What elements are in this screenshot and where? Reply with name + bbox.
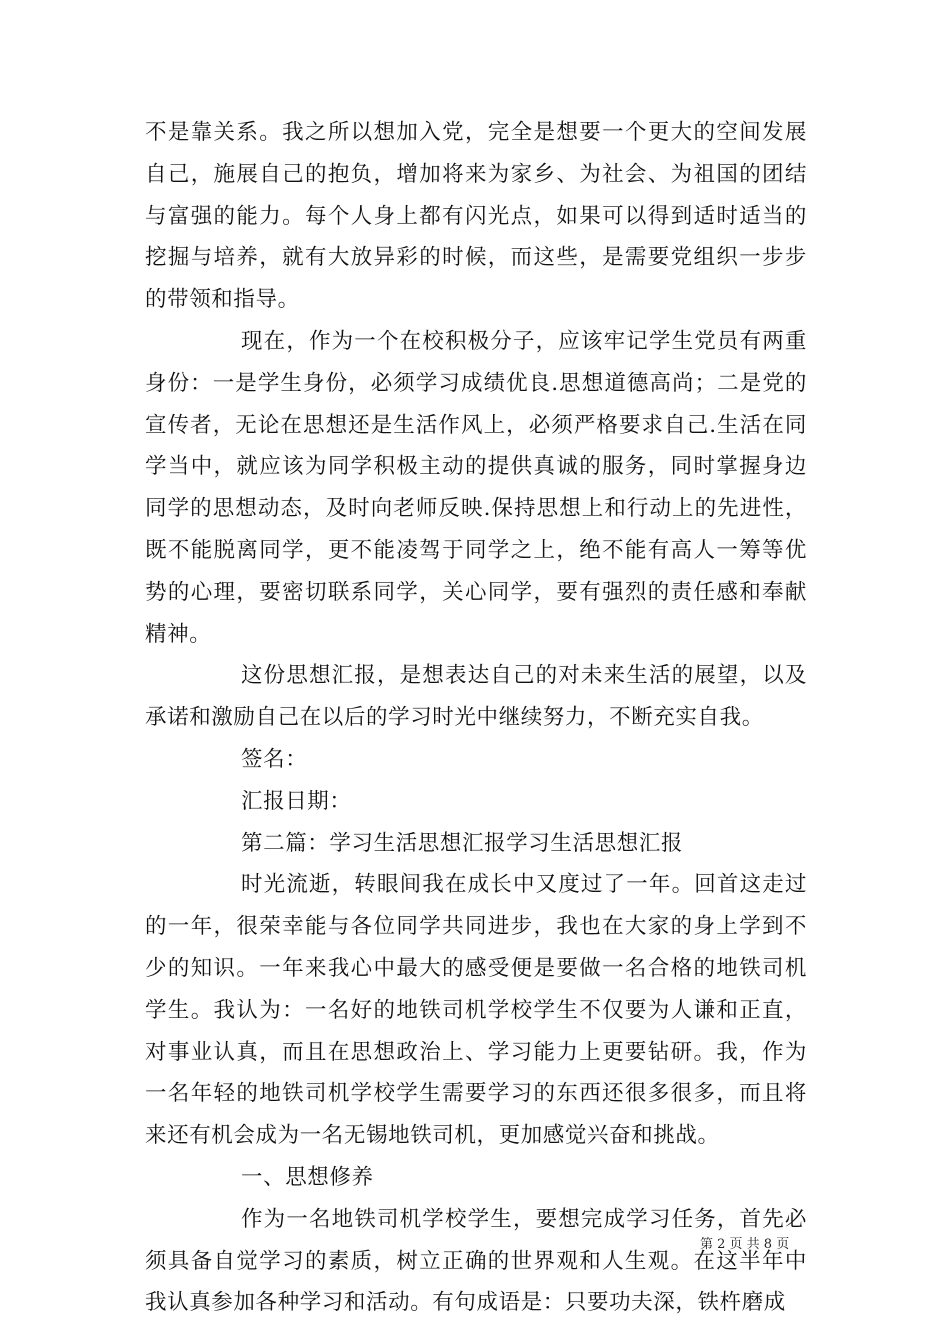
paragraph-study-attitude: 作为一名地铁司机学校学生，要想完成学习任务，首先必须具备自觉学习的素质，树立正确的世界观和人生观。在这半年中我认真参加各种学习和活动。有句成语是：只要功夫深，铁杵磨成 <box>145 1206 807 1316</box>
section-heading-second-article: 第二篇：学习生活思想汇报学习生活思想汇报 <box>241 830 684 856</box>
page-number-footer: 第 2 页 共 8 页 <box>700 1237 790 1252</box>
paragraph-continuation: 不是靠关系。我之所以想加入党，完全是想要一个更大的空间发展自己，施展自己的抱负，增加将来为家乡、为社会、为祖国的团结与富强的能力。每个人身上都有闪光点，如果可以得到适时适当的挖掘与培养，就有大放异彩的时候，而这些，是需要党组织一步步的带领和指导。 <box>145 120 807 313</box>
paragraph-activist-duties: 现在，作为一个在校积极分子，应该牢记学生党员有两重身份：一是学生身份，必须学习成绩优良.思想道德高尚；二是党的宣传者，无论在思想还是生活作风上，必须严格要求自己.生活在同学当中，就应该为同学积极主动的提供真诚的服务，同时掌握身边同学的思想动态，及时向老师反映.保持思想上和行动上的先进性，既不能脱离同学，更不能凌驾于同学之上，绝不能有高人一筹等优势的心理，要密切联系同学，关心同学，要有强烈的责任感和奉献精神。 <box>145 328 807 647</box>
paragraph-year-review: 时光流逝，转眼间我在成长中又度过了一年。回首这走过的一年，很荣幸能与各位同学共同进步，我也在大家的身上学到不少的知识。一年来我心中最大的感受便是要做一名合格的地铁司机学生。我认为：一名好的地铁司机学校学生不仅要为人谦和正直，对事业认真，而且在思想政治上、学习能力上更要钻研。我，作为一名年轻的地铁司机学校学生需要学习的东西还很多很多，而且将来还有机会成为一名无锡地铁司机，更加感觉兴奋和挑战。 <box>145 872 807 1149</box>
paragraph-closing: 这份思想汇报，是想表达自己的对未来生活的展望，以及承诺和激励自己在以后的学习时光中继续努力，不断充实自我。 <box>145 663 807 731</box>
subheading-ideological-cultivation: 一、思想修养 <box>241 1164 374 1190</box>
document-body <box>145 112 807 1324</box>
report-date-label: 汇报日期： <box>241 788 352 814</box>
signature-label: 签名： <box>241 746 308 772</box>
